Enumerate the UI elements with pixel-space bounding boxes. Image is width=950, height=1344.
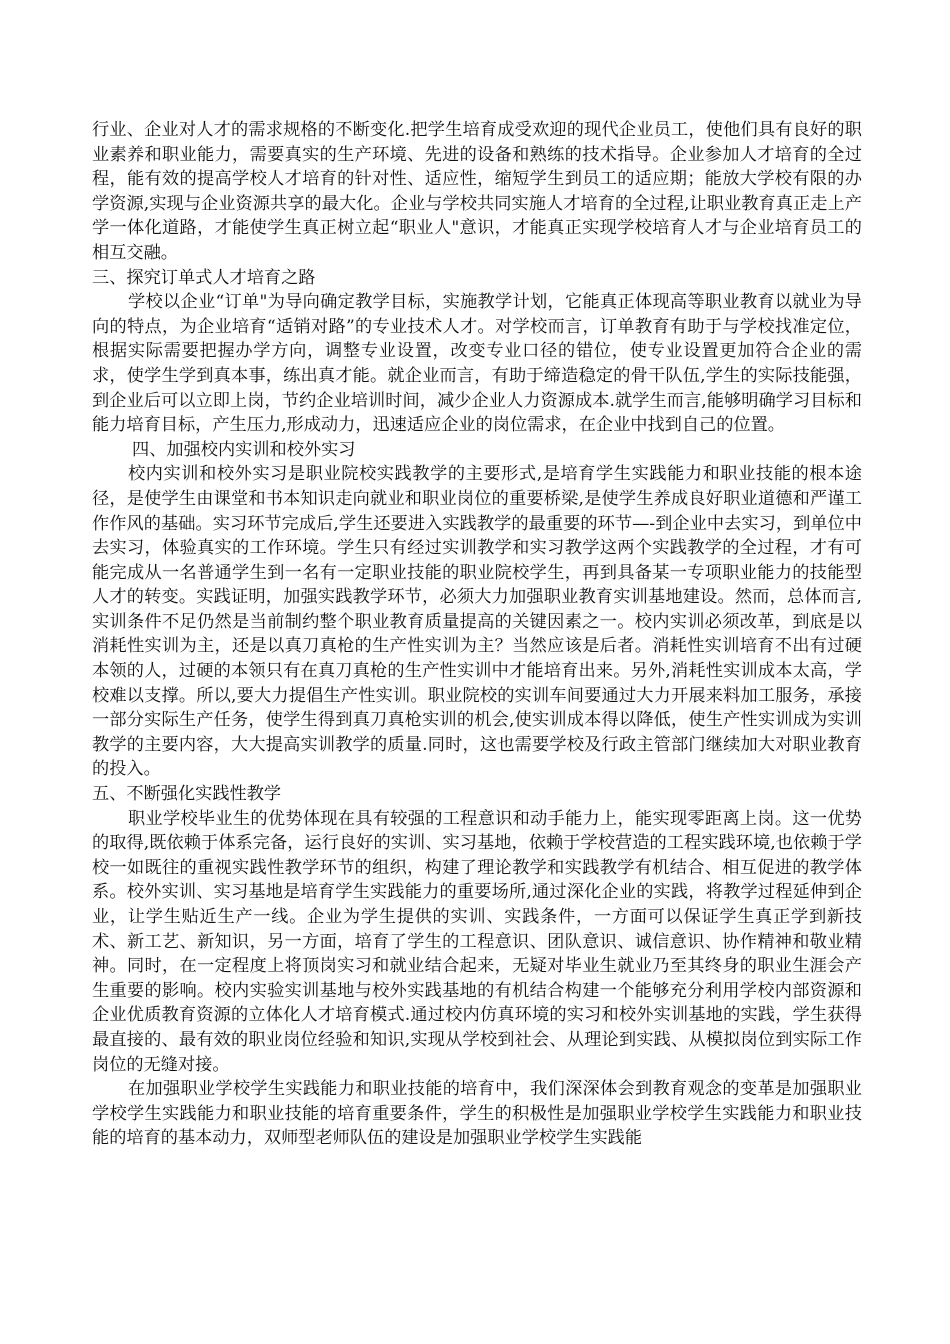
paragraph-conclusion: 在加强职业学校学生实践能力和职业技能的培育中，我们深深体会到教育观念的变革是加强职业学校学生实践能力和职业技能的培育重要条件，学生的积极性是加强职业学校学生实践能力和职业技能的培育的基本动力，双师型老师队伍的建设是加强职业学校学生实践能 bbox=[92, 1079, 862, 1149]
section-heading-practice-teaching: 五、不断强化实践性教学 bbox=[92, 784, 282, 805]
paragraph-order-training: 学校以企业“订单"为导向确定教学目标，实施教学计划，它能真正体现高等职业教育以就业为导向的特点，为企业培育“适销对路”的专业技术人才。对学校而言，订单教育有助于与学校找准定位，根据实际需要把握办学方向，调整专业设置，改变专业口径的错位，使专业设置更加符合企业的需求，使学生学到真本事，练出真才能。就企业而言，有助于缔造稳定的骨干队伍,学生的实际技能强，到企业后可以立即上岗，节约企业培训时间，减少企业人力资源成本.就学生而言,能够明确学习目标和能力培育目标，产生压力,形成动力，迅速适应企业的岗位需求，在企业中找到自己的位置。 bbox=[92, 292, 862, 436]
paragraph-practice-teaching: 职业学校毕业生的优势体现在具有较强的工程意识和动手能力上，能实现零距离上岗。这一优势的取得,既依赖于体系完备，运行良好的实训、实习基地，依赖于学校营造的工程实践环境,也依赖于学校一如既往的重视实践性教学环节的组织，构建了理论教学和实践教学有机结合、相互促进的教学体系。校外实训、实习基地是培育学生实践能力的重要场所,通过深化企业的实践，将教学过程延伸到企业，让学生贴近生产一线。企业为学生提供的实训、实践条件，一方面可以保证学生真正学到新技术、新工艺、新知识，另一方面，培育了学生的工程意识、团队意识、诚信意识、协作精神和敬业精神。同时，在一定程度上将顶岗实习和就业结合起来，无疑对毕业生就业乃至其终身的职业生涯会产生重要的影响。校内实验实训基地与校外实践基地的有机结合构建一个能够充分利用学校内部资源和企业优质教育资源的立体化人才培育模式.通过校内仿真环境的实习和校外实训基地的实践，学生获得最直接的、最有效的职业岗位经验和知识,实现从学校到社会、从理论到实践、从模拟岗位到实际工作岗位的无缝对接。 bbox=[92, 808, 862, 1075]
document-page bbox=[92, 118, 862, 1151]
paragraph-talent-demand: 行业、企业对人才的需求规格的不断变化.把学生培育成受欢迎的现代企业员工，使他们具有良好的职业素养和职业能力，需要真实的生产环境、先进的设备和熟练的技术指导。企业参加人才培育的全过程，能有效的提高学校人才培育的针对性、适应性，缩短学生到员工的适应期；能放大学校有限的办学资源,实现与企业资源共享的最大化。企业与学校共同实施人才培育的全过程,让职业教育真正走上产学一体化道路，才能使学生真正树立起“职业人"意识，才能真正实现学校培育人才与企业培育员工的相互交融。 bbox=[92, 120, 862, 263]
paragraph-internship: 校内实训和校外实习是职业院校实践教学的主要形式,是培育学生实践能力和职业技能的根本途径，是使学生由课堂和书本知识走向就业和职业岗位的重要桥梁,是使学生养成良好职业道德和严谨工作作风的基础。实习环节完成后,学生还要进入实践教学的最重要的环节—-到企业中去实习，到单位中去实习，体验真实的工作环境。学生只有经过实训教学和实习教学这两个实践教学的全过程，才有可能完成从一名普通学生到一名有一定职业技能的职业院校学生，再到具备某一专项职业能力的技能型人才的转变。实践证明，加强实践教学环节，必须大力加强职业教育实训基地建设。然而，总体而言,实训条件不足仍然是当前制约整个职业教育质量提高的关键因素之一。校内实训必须改革，到底是以消耗性实训为主，还是以真刀真枪的生产性实训为主？当然应该是后者。消耗性实训培育不出有过硬本领的人，过硬的本领只有在真刀真枪的生产性实训中才能培育出来。另外,消耗性实训成本太高，学校难以支撑。所以,要大力提倡生产性实训。职业院校的实训车间要通过大力开展来料加工服务，承接一部分实际生产任务，使学生得到真刀真枪实训的机会,使实训成本得以降低，使生产性实训成为实训教学的主要内容，大大提高实训教学的质量.同时，这也需要学校及行政主管部门继续加大对职业教育的投入。 bbox=[92, 464, 862, 780]
section-heading-internship: 四、加强校内实训和校外实习 bbox=[132, 439, 356, 460]
section-heading-order-training: 三、探究订单式人才培育之路 bbox=[92, 267, 316, 288]
